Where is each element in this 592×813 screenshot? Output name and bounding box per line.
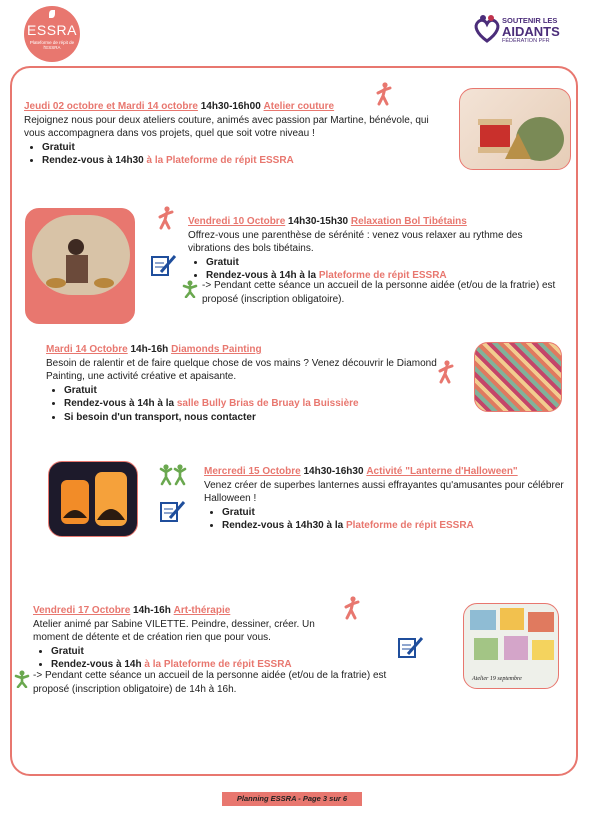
event-description: Venez créer de superbes lanternes aussi effrayantes qu'amusantes pour célébrer Halloween ! — [204, 479, 564, 504]
event-price: • Gratuit — [42, 141, 444, 155]
aidants-line3: FÉDÉRATION PFR — [502, 38, 550, 44]
event-time: 14h-16h — [133, 605, 171, 616]
event-transport: • Si besoin d'un transport, nous contacter — [64, 411, 448, 425]
event-title: Activité "Lanterne d'Halloween" — [366, 466, 518, 477]
leaf-icon — [49, 10, 55, 18]
event-rdv: • Rendez-vous à 14h à la salle Bully Brias de Bruay la Buissière — [64, 397, 448, 411]
event-title: Diamonds Painting — [171, 344, 262, 355]
event-description: Rejoignez nous pour deux ateliers couture, animés avec passion par Martine, bénévole, qui vous accompagnera dans vos projets, quel que soit votre niveau ! — [24, 114, 429, 139]
event-title: Art-thérapie — [173, 605, 231, 616]
sewing-photo — [459, 88, 571, 170]
event-rdv: • Rendez-vous à 14h à la Plateforme de répit ESSRA — [206, 269, 564, 283]
event-note: -> Pendant cette séance un accueil de la personne aidée (et/ou de la fratrie) est proposé (inscription obligatoire) de 14h à 16h. — [33, 670, 387, 695]
event-title: Atelier couture — [263, 101, 335, 112]
signup-form-icon — [151, 254, 177, 276]
event-date: Vendredi 10 Octobre — [188, 216, 286, 227]
event-time: 14h30-16h30 — [303, 466, 364, 477]
person-icon — [342, 596, 362, 620]
bowls-illustration — [26, 209, 135, 324]
aidants-line2: AIDANTS — [502, 24, 560, 39]
aidants-line1: SOUTENIR LES — [502, 16, 558, 25]
event-art-therapie — [33, 604, 433, 672]
adult-child-icon — [158, 464, 188, 486]
heart-people-icon — [472, 14, 502, 44]
halloween-lanterns-photo — [48, 461, 138, 537]
sewing-illustration — [460, 89, 571, 170]
event-date: Vendredi 17 Octobre — [33, 605, 131, 616]
event-halloween — [204, 465, 564, 533]
photo-caption: Atelier 19 septembre — [472, 676, 522, 682]
person-icon — [156, 206, 176, 230]
event-time: 14h30-16h00 — [200, 101, 261, 112]
paintings-illustration — [464, 604, 559, 674]
event-relaxation — [188, 215, 564, 283]
event-rdv: • Rendez-vous à 14h30 à la Plateforme de répit ESSRA — [222, 519, 564, 533]
event-date: Mardi 14 Octobre — [46, 344, 128, 355]
event-price: • Gratuit — [206, 256, 564, 270]
essra-logo-text: ESSRA — [27, 22, 77, 38]
event-couture — [24, 100, 444, 168]
tibetan-bowls-photo — [25, 208, 135, 324]
child-icon — [14, 670, 30, 688]
event-date: Jeudi 02 octobre et Mardi 14 octobre — [24, 101, 198, 112]
soutenir-les-aidants-logo — [472, 14, 584, 46]
event-time: 14h-16h — [130, 344, 169, 355]
event-date: Mercredi 15 Octobre — [204, 466, 301, 477]
event-description: Atelier animé par Sabine VILETTE. Peindre, dessiner, créer. Un moment de détente et de création rien que pour vous. — [33, 618, 315, 643]
event-diamond-painting — [46, 343, 448, 424]
event-time: 14h30-15h30 — [288, 216, 349, 227]
event-note: -> Pendant cette séance un accueil de la personne aidée (et/ou de la fratrie) est proposé (inscription obligatoire). — [202, 280, 556, 305]
event-description: Besoin de ralentir et de faire quelque chose de vos mains ? Venez découvrir le Diamond Painting, une activité créative et apaisante. — [46, 357, 437, 382]
event-header — [46, 343, 448, 357]
person-icon — [374, 82, 394, 106]
page-footer: Planning ESSRA - Page 3 sur 6 — [222, 792, 362, 806]
event-price: • Gratuit — [222, 506, 564, 520]
signup-form-icon — [398, 636, 424, 658]
event-rdv: • Rendez-vous à 14h à la Plateforme de répit ESSRA — [51, 658, 433, 672]
event-header — [204, 465, 564, 479]
lanterns-illustration — [49, 462, 138, 537]
essra-logo — [24, 6, 80, 62]
event-description: Offrez-vous une parenthèse de sérénité : venez vous relaxer au rythme des vibrations des bols tibétains. — [188, 229, 523, 254]
person-icon — [436, 360, 456, 384]
signup-form-icon — [160, 500, 186, 522]
event-price: • Gratuit — [64, 384, 448, 398]
event-title: Relaxation Bol Tibétains — [350, 216, 467, 227]
event-header — [188, 215, 564, 229]
essra-logo-sub: Plateforme de répit de l'ESSRA — [29, 40, 75, 50]
event-rdv: • Rendez-vous à 14h30 à la Plateforme de répit ESSRA — [42, 154, 444, 168]
event-price: • Gratuit — [51, 645, 433, 659]
event-header — [33, 604, 433, 618]
diamond-painting-photo — [474, 342, 562, 412]
art-therapie-photo — [463, 603, 559, 689]
